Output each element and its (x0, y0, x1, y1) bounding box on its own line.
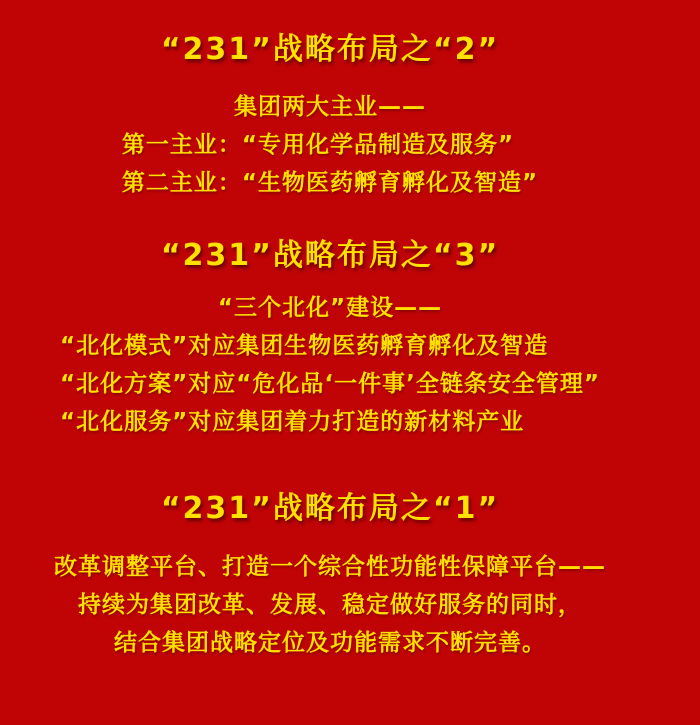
section-3-text-block (60, 327, 600, 441)
text-line-beihua-mode: “北化模式”对应集团生物医药孵育孵化及智造 (60, 333, 549, 359)
text-line-platform: 改革调整平台、打造一个综合性功能性保障平台—— (54, 554, 606, 580)
section-strategy-3 (0, 239, 660, 441)
text-line-main-business-1: 第一主业：“专用化学品制造及服务” (121, 132, 515, 158)
section-3-title: “231”战略布局之“3” (160, 238, 500, 273)
section-1-title: “231”战略布局之“1” (160, 491, 500, 526)
text-line-service: 持续为集团改革、发展、稳定做好服务的同时， (78, 592, 582, 618)
section-3-lead-line: “三个北化”建设—— (217, 295, 443, 321)
section-strategy-1 (0, 492, 660, 662)
section-2-text-block (122, 126, 538, 202)
text-line-beihua-plan: “北化方案”对应“危化品‘一件事’全链条安全管理” (60, 371, 600, 397)
text-line-main-business-2: 第二主业：“生物医药孵育孵化及智造” (121, 170, 539, 196)
section-strategy-2 (0, 33, 660, 202)
text-line-beihua-service: “北化服务”对应集团着力打造的新材料产业 (60, 409, 525, 435)
text-line-improve: 结合集团战略定位及功能需求不断完善。 (114, 630, 546, 656)
section-2-lead-line: 集团两大主业—— (234, 94, 426, 120)
section-2-title: “231”战略布局之“2” (160, 32, 500, 67)
